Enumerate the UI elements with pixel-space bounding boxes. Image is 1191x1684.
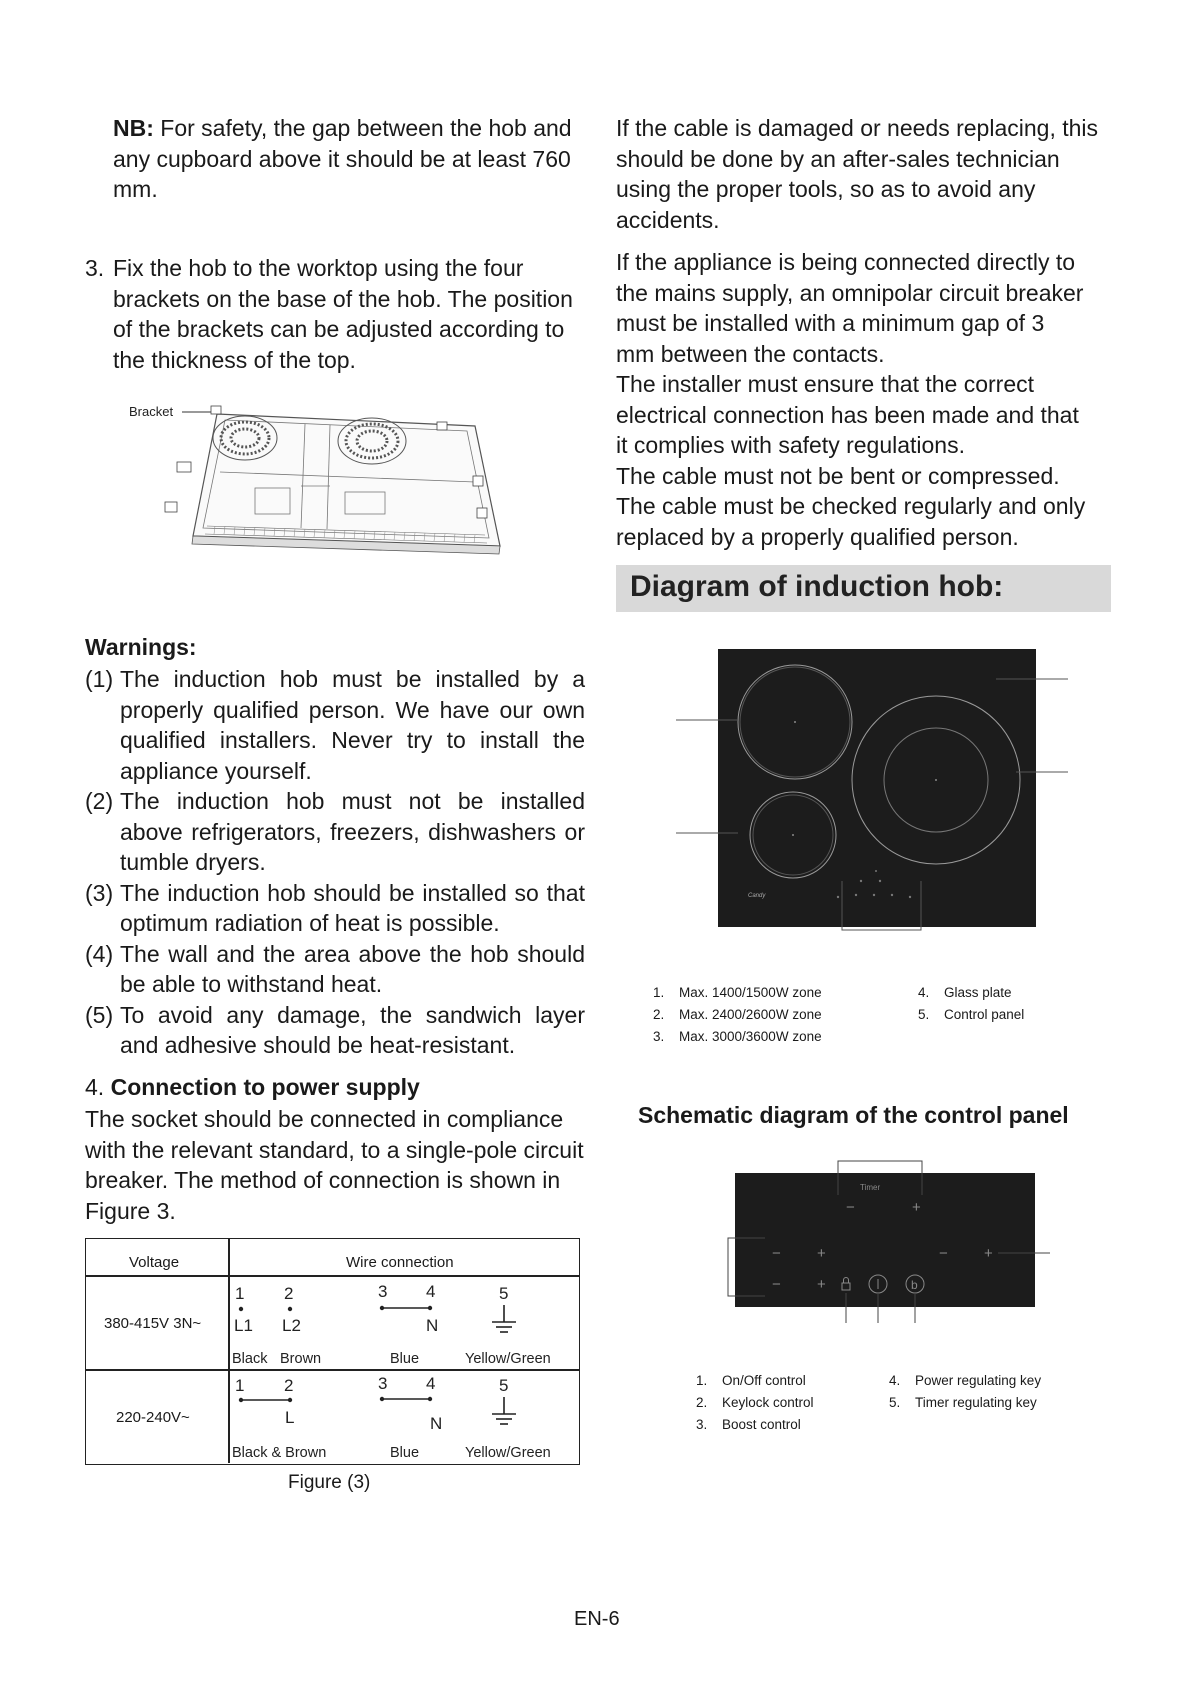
terminal-number: 1 xyxy=(235,1284,245,1303)
terminal-label: L1 xyxy=(234,1316,253,1335)
power-minus-icon: − xyxy=(772,1245,781,1262)
legend-number: 3. xyxy=(696,1417,708,1432)
wire-color: Black xyxy=(232,1351,268,1367)
legend-text: Power regulating key xyxy=(915,1373,1042,1388)
legend-text: Timer regulating key xyxy=(915,1395,1037,1410)
legend-item xyxy=(696,1370,814,1392)
warning-item xyxy=(85,878,585,939)
terminal-number: 2 xyxy=(284,1284,294,1303)
legend-number: 1. xyxy=(653,985,665,1000)
schematic-title: Schematic diagram of the control panel xyxy=(638,1102,1069,1128)
ground-icon xyxy=(492,1397,516,1424)
power-minus-icon: − xyxy=(772,1276,781,1293)
wire-color: Black & Brown xyxy=(232,1445,327,1461)
warning-number: (1) xyxy=(85,666,114,692)
figure-caption: Figure (3) xyxy=(288,1472,371,1493)
legend-number: 4. xyxy=(918,985,930,1000)
hob-legend-right xyxy=(918,982,1024,1026)
cable-paragraph-2 xyxy=(616,247,1116,552)
terminal-label: N xyxy=(430,1414,443,1433)
warning-number: (5) xyxy=(85,1001,114,1028)
wire-color: Brown xyxy=(280,1351,322,1367)
header-wire-connection: Wire connection xyxy=(346,1254,454,1271)
bracket-label: Bracket xyxy=(129,404,174,419)
row1-voltage: 380-415V 3N~ xyxy=(104,1315,202,1332)
timer-minus-icon: − xyxy=(846,1199,855,1216)
legend-text: Boost control xyxy=(722,1417,801,1432)
ground-icon xyxy=(492,1305,516,1332)
nb-note xyxy=(113,113,583,205)
hob-legend-left xyxy=(653,982,822,1048)
warning-item xyxy=(85,939,585,1000)
legend-item xyxy=(696,1392,814,1414)
timer-plus-icon: + xyxy=(912,1199,921,1216)
text-line: mm between the contacts. xyxy=(616,340,885,367)
legend-number: 1. xyxy=(696,1373,708,1388)
svg-text:b: b xyxy=(911,1278,918,1292)
power-plus-icon: + xyxy=(817,1276,826,1293)
legend-text: Keylock control xyxy=(722,1395,814,1410)
wire-color: Blue xyxy=(390,1445,420,1461)
step-3-number: 3. xyxy=(85,255,105,281)
legend-item xyxy=(889,1370,1041,1392)
row1-wiring-diagram xyxy=(230,1277,579,1369)
panel-legend-left xyxy=(696,1370,814,1436)
legend-number: 2. xyxy=(653,1007,665,1022)
terminal-number: 4 xyxy=(426,1282,436,1301)
step-3-text: Fix the hob to the worktop using the four brackets on the base of the hob. The position of the brackets can be adjusted according to the thickness of the top. xyxy=(113,255,573,373)
wire-color: Yellow/Green xyxy=(465,1445,551,1461)
terminal-number: 2 xyxy=(284,1376,294,1395)
warning-text: To avoid any damage, the sandwich layer and adhesive should be heat-resistant. xyxy=(120,1001,585,1058)
legend-item xyxy=(653,1004,822,1026)
warning-text: The induction hob must be installed by a properly qualified person. We have our own qualified installers. Never try to install the appliance yourself. xyxy=(120,666,585,784)
legend-number: 4. xyxy=(889,1373,901,1388)
legend-number: 5. xyxy=(918,1007,930,1022)
induction-hob-diagram xyxy=(676,645,1076,935)
text-line: If the appliance is being connected directly to xyxy=(616,249,1076,275)
step-3 xyxy=(85,253,585,375)
warning-number: (4) xyxy=(85,940,114,967)
row2-wiring-diagram xyxy=(230,1371,579,1463)
warning-item xyxy=(85,664,585,786)
brand-mark: Candy xyxy=(748,893,766,899)
timer-label: Timer xyxy=(860,1183,881,1192)
diagram-heading-bar xyxy=(616,565,1111,612)
wire-color: Blue xyxy=(390,1351,420,1367)
legend-number: 3. xyxy=(653,1029,665,1044)
page-number: EN-6 xyxy=(574,1608,620,1630)
text-line: The cable must not be bent or compressed. xyxy=(616,462,1060,489)
nb-label: NB: xyxy=(113,115,154,141)
terminal-label: L xyxy=(285,1408,295,1427)
terminal-label: L2 xyxy=(282,1316,301,1335)
legend-item xyxy=(696,1414,814,1436)
row2-voltage: 220-240V~ xyxy=(116,1409,190,1426)
legend-text: Max. 1400/1500W zone xyxy=(679,985,822,1000)
legend-text: Control panel xyxy=(944,1007,1025,1022)
terminal-number: 1 xyxy=(235,1376,245,1395)
legend-item xyxy=(918,1004,1024,1026)
glass-plate xyxy=(718,649,1036,927)
diagram-heading: Diagram of induction hob: xyxy=(630,570,1004,603)
terminal-label: N xyxy=(426,1316,439,1335)
panel-legend-right xyxy=(889,1370,1041,1414)
terminal-number: 5 xyxy=(499,1376,509,1395)
legend-item xyxy=(889,1392,1041,1414)
terminal-number: 5 xyxy=(499,1284,509,1303)
connection-text: The socket should be connected in compliance with the relevant standard, to a single-pole circuit breaker. The method of connection is shown in Figure 3. xyxy=(85,1106,584,1224)
wiring-table xyxy=(85,1238,580,1465)
terminal-number: 3 xyxy=(378,1374,388,1393)
text-line: The installer must ensure that the correct xyxy=(616,371,1035,397)
text-line: replaced by a properly qualified person. xyxy=(616,523,1019,550)
text-line: electrical connection has been made and that xyxy=(616,401,1079,428)
warning-number: (2) xyxy=(85,788,114,814)
legend-item xyxy=(653,1026,822,1048)
legend-text: Max. 2400/2600W zone xyxy=(679,1007,822,1022)
legend-number: 2. xyxy=(696,1395,708,1410)
legend-number: 5. xyxy=(889,1395,901,1410)
terminal-number: 4 xyxy=(426,1374,436,1393)
nb-text: For safety, the gap between the hob and any cupboard above it should be at least 760 mm. xyxy=(113,115,572,202)
terminal-number: 3 xyxy=(378,1282,388,1301)
bracket-diagram xyxy=(125,396,505,576)
power-plus-icon: + xyxy=(984,1245,993,1262)
warning-item xyxy=(85,1000,585,1061)
warning-text: The induction hob should be installed so that optimum radiation of heat is possible. xyxy=(120,879,585,936)
warning-text: The wall and the area above the hob should be able to withstand heat. xyxy=(120,940,585,997)
warning-text: The induction hob must not be installed above refrigerators, freezers, dishwashers or tumble dryers. xyxy=(120,788,585,875)
connection-heading xyxy=(85,1074,420,1101)
warnings-list xyxy=(85,664,585,1061)
warnings-title: Warnings: xyxy=(85,634,197,660)
text-line: it complies with safety regulations. xyxy=(616,432,965,458)
text-line: must be installed with a minimum gap of 3 xyxy=(616,310,1045,336)
warning-item xyxy=(85,786,585,878)
legend-text: On/Off control xyxy=(722,1373,806,1388)
text-line: the mains supply, an omnipolar circuit breaker xyxy=(616,279,1084,306)
legend-item xyxy=(918,982,1024,1004)
header-voltage: Voltage xyxy=(129,1254,180,1271)
legend-text: Max. 3000/3600W zone xyxy=(679,1029,822,1044)
control-panel-diagram xyxy=(720,1155,1070,1325)
connection-title: Connection to power supply xyxy=(110,1074,420,1100)
legend-text: Glass plate xyxy=(944,985,1012,1000)
text-line: The cable must be checked regularly and only xyxy=(616,493,1086,519)
legend-item xyxy=(653,982,822,1004)
connection-number: 4. xyxy=(85,1074,105,1100)
power-minus-icon: − xyxy=(939,1245,948,1262)
cable-paragraph-1: If the cable is damaged or needs replacing, this should be done by an after-sales technician using the proper tools, so as to avoid any accidents. xyxy=(616,115,1099,233)
power-plus-icon: + xyxy=(817,1245,826,1262)
wire-color: Yellow/Green xyxy=(465,1351,551,1367)
warning-number: (3) xyxy=(85,879,114,906)
